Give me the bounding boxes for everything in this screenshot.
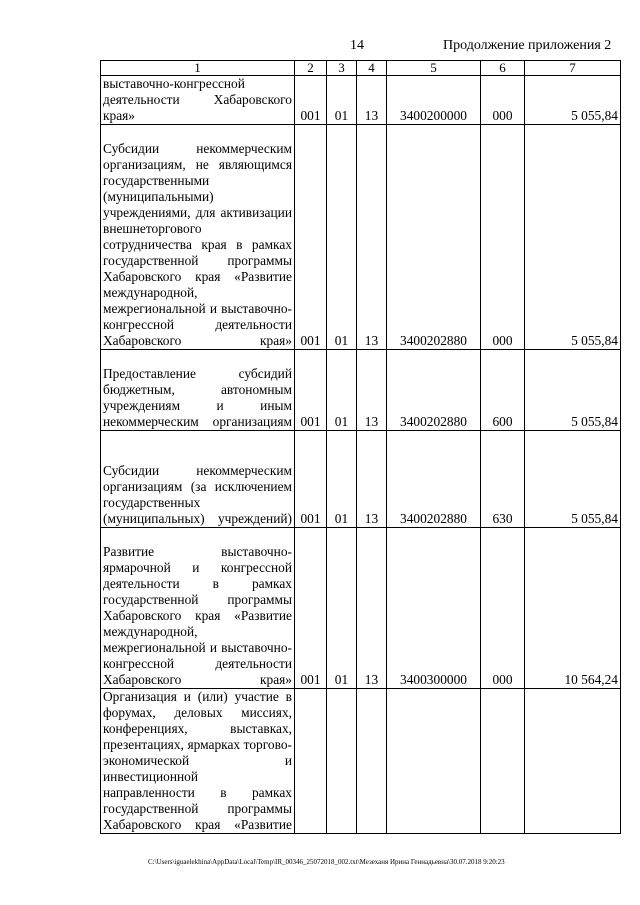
amount-cell: 5 055,84 <box>525 125 621 350</box>
column-header: 2 <box>295 61 327 76</box>
table-row <box>101 689 621 834</box>
amount-cell: 5 055,84 <box>525 431 621 528</box>
row-name-cell: Предоставление субсидий бюджетным, автономным учреждениям и иным некоммерческим организациям <box>101 350 295 431</box>
table-row <box>101 350 621 431</box>
code-cell <box>357 689 387 834</box>
column-header: 6 <box>481 61 525 76</box>
amount-cell: 5 055,84 <box>525 76 621 125</box>
footer-file-path: C:\Users\iguaelekhina\AppData\Local\Temp\IR_00346_25072018_002.txt\Мезеханя Ирина Геннадьевна\30.07.2018 9:20:23 <box>148 858 505 866</box>
code-cell: 13 <box>357 76 387 125</box>
code-cell: 630 <box>481 431 525 528</box>
code-cell: 001 <box>295 350 327 431</box>
amount-cell: 10 564,24 <box>525 528 621 689</box>
code-cell: 13 <box>357 350 387 431</box>
budget-table <box>100 60 621 834</box>
column-header: 1 <box>101 61 295 76</box>
code-cell: 13 <box>357 125 387 350</box>
table-row <box>101 528 621 689</box>
column-header: 5 <box>387 61 481 76</box>
code-cell <box>295 689 327 834</box>
code-cell: 3400200000 <box>387 76 481 125</box>
table-row <box>101 125 621 350</box>
table-row <box>101 431 621 528</box>
table-header-row <box>101 61 621 76</box>
code-cell: 13 <box>357 431 387 528</box>
code-cell: 000 <box>481 125 525 350</box>
row-name-cell: Субсидии некоммерческим организациям (за исключением государственных (муниципальных) учреждений) <box>101 431 295 528</box>
table-row <box>101 76 621 125</box>
code-cell: 3400202880 <box>387 125 481 350</box>
code-cell: 001 <box>295 431 327 528</box>
amount-cell: 5 055,84 <box>525 350 621 431</box>
code-cell: 600 <box>481 350 525 431</box>
code-cell: 01 <box>327 431 357 528</box>
row-name-cell: выставочно-конгрессной деятельности Хабаровского края» <box>101 76 295 125</box>
code-cell: 000 <box>481 528 525 689</box>
row-name-cell: Организация и (или) участие в форумах, деловых миссиях, конференциях, выставках, презентациях, ярмарках торгово-экономической и инвестиционной направленности в рамках государственной программы Хабаровского края «Развитие <box>101 689 295 834</box>
code-cell <box>481 689 525 834</box>
code-cell <box>387 689 481 834</box>
code-cell: 01 <box>327 125 357 350</box>
code-cell: 3400202880 <box>387 431 481 528</box>
code-cell: 3400202880 <box>387 350 481 431</box>
page-number: 14 <box>350 38 364 53</box>
code-cell: 01 <box>327 528 357 689</box>
code-cell: 3400300000 <box>387 528 481 689</box>
code-cell <box>327 689 357 834</box>
code-cell: 001 <box>295 528 327 689</box>
code-cell: 001 <box>295 125 327 350</box>
column-header: 7 <box>525 61 621 76</box>
appendix-continuation-label: Продолжение приложения 2 <box>443 38 612 53</box>
code-cell: 001 <box>295 76 327 125</box>
column-header: 4 <box>357 61 387 76</box>
code-cell: 01 <box>327 76 357 125</box>
row-name-cell: Субсидии некоммерческим организациям, не являющимся государственными (муниципальными) учреждениями, для активизации внешнеторгового сотрудничества края в рамках государственной программы Хабаровского края «Развитие международной, межрегиональной и выставочно-конгрессной деятельности Хабаровского края» <box>101 125 295 350</box>
code-cell: 13 <box>357 528 387 689</box>
row-name-cell: Развитие выставочно-ярмарочной и конгрессной деятельности в рамках государственной программы Хабаровского края «Развитие международной, межрегиональной и выставочно-конгрессной деятельности Хабаровского края» <box>101 528 295 689</box>
code-cell: 000 <box>481 76 525 125</box>
code-cell: 01 <box>327 350 357 431</box>
column-header: 3 <box>327 61 357 76</box>
amount-cell <box>525 689 621 834</box>
